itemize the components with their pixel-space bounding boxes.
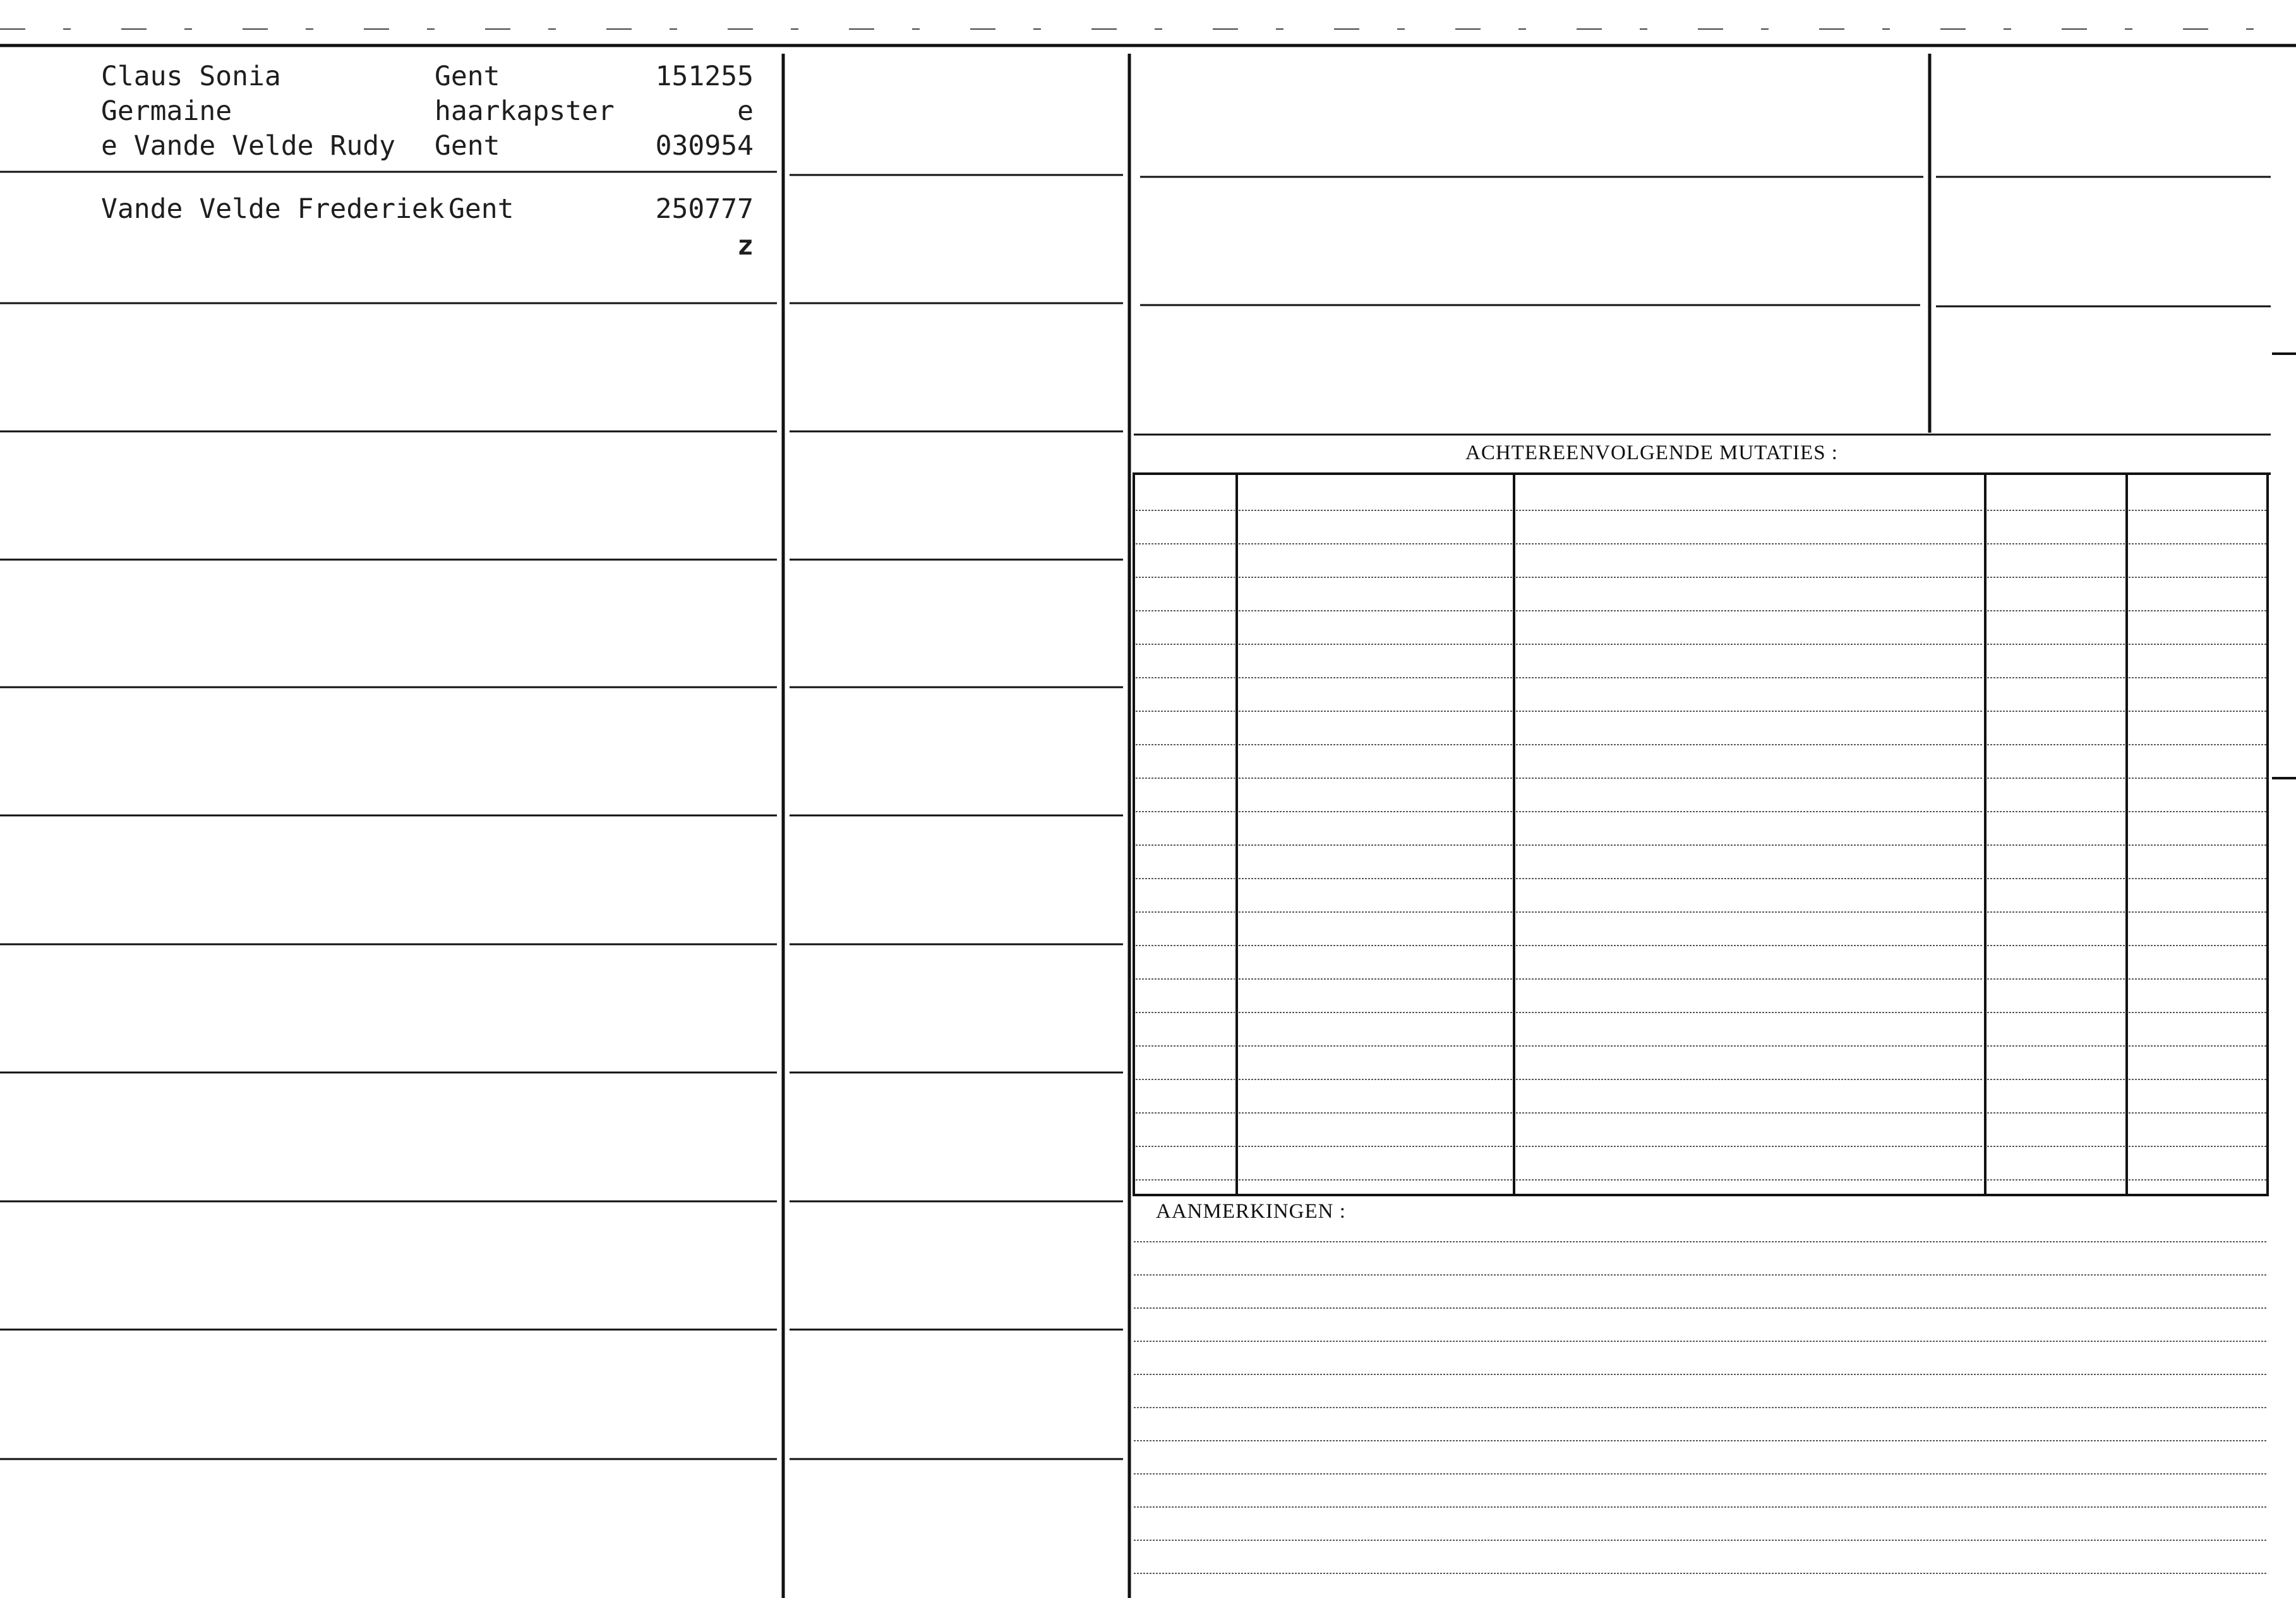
mutations-heading: ACHTEREENVOLGENDE MUTATIES :: [1465, 442, 1838, 464]
entry-1-code-1: 151255: [655, 61, 754, 92]
entry-2-code-2: z: [737, 230, 754, 261]
entry-2-code-1: 250777: [655, 193, 754, 225]
remarks-heading: AANMERKINGEN :: [1156, 1200, 1346, 1223]
entry-1-name-1: Claus Sonia: [101, 61, 281, 92]
entry-1-name-2: Germaine: [101, 95, 232, 127]
mutations-table-rows: [1136, 510, 2266, 1180]
mutations-table-frame: [1134, 474, 2268, 1195]
entry-1-code-2: e: [737, 95, 754, 127]
entry-1-name-3: e Vande Velde Rudy: [101, 130, 395, 162]
register-entry-1: [101, 61, 754, 162]
entry-1-code-3: 030954: [655, 130, 754, 162]
remarks-lines: [1134, 1242, 2268, 1573]
register-entry-2: [101, 193, 754, 261]
entry-1-place-3: Gent: [435, 130, 500, 162]
mutations-table-columns: [1237, 475, 2127, 1194]
entry-1-place-1: Gent: [435, 61, 500, 92]
entry-2-name-1: Vande Velde Frederiek: [101, 193, 445, 225]
entry-1-place-2: haarkapster: [435, 95, 615, 127]
entry-2-place-1: Gent: [448, 193, 514, 225]
